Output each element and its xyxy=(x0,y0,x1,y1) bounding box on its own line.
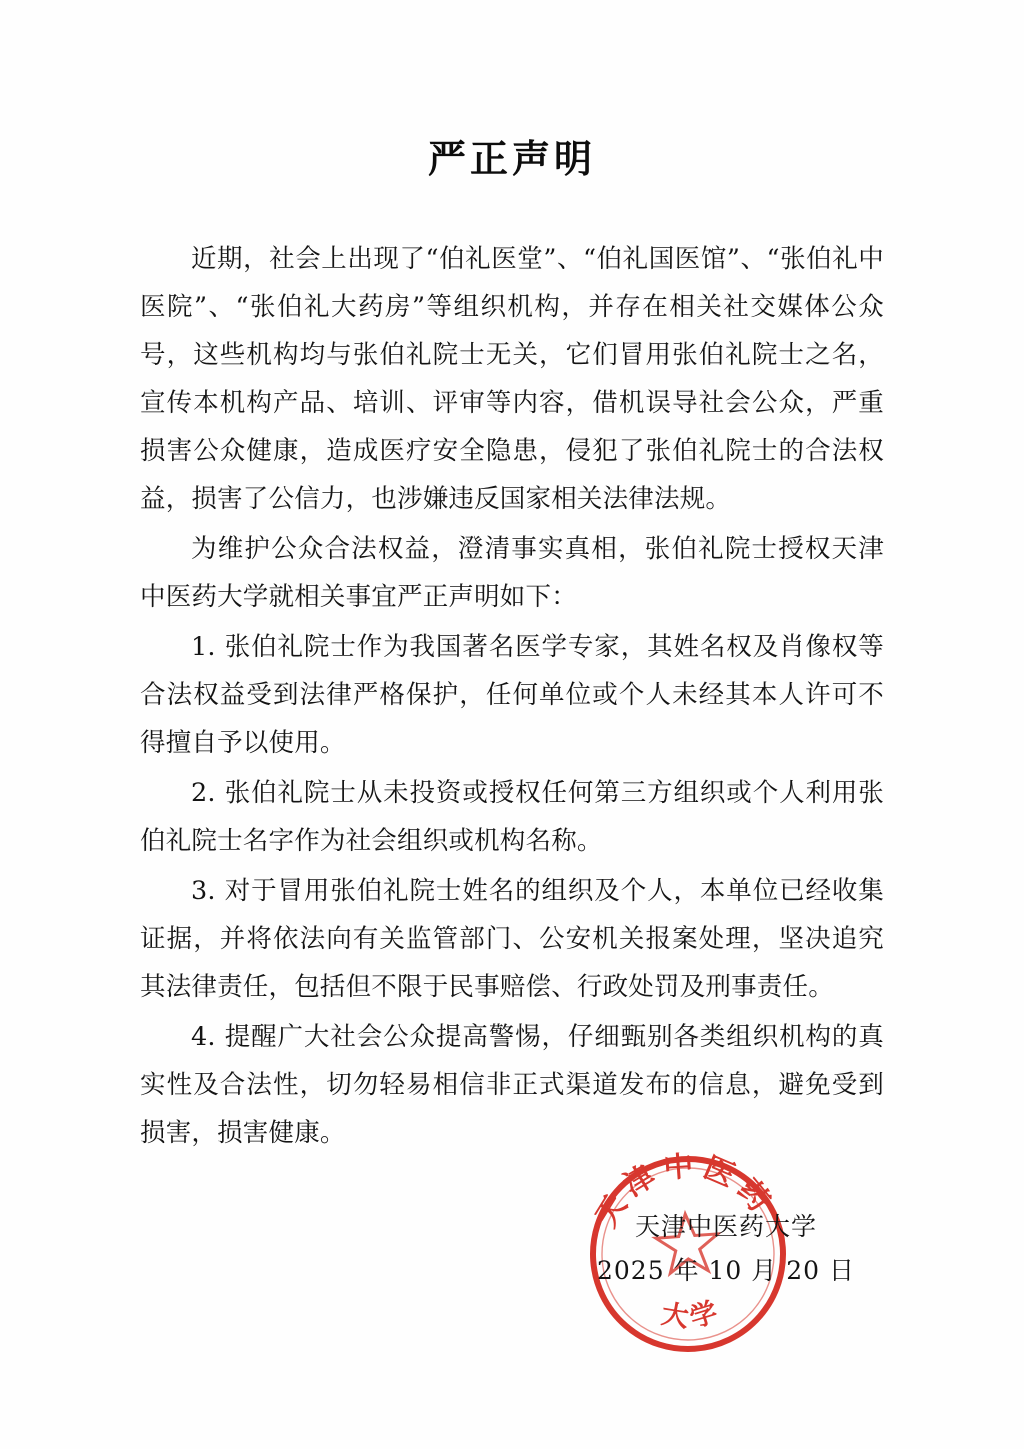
paragraph-2: 为维护公众合法权益，澄清事实真相，张伯礼院士授权天津中医药大学就相关事宜严正声明如下： xyxy=(140,534,884,612)
paragraph-item-1: 1. 张伯礼院士作为我国著名医学专家，其姓名权及肖像权等合法权益受到法律严格保护，任何单位或个人未经其本人许可不得擅自予以使用。 xyxy=(140,632,884,758)
svg-text:天津中医药: 天津中医药 xyxy=(588,1147,781,1234)
document-body xyxy=(140,183,884,1157)
paragraph-item-4: 4. 提醒广大社会公众提高警惕，仔细甄别各类组织机构的真实性及合法性，切勿轻易相信非正式渠道发布的信息，避免受到损害，损害健康。 xyxy=(140,1022,884,1148)
svg-text:大学: 大学 xyxy=(659,1295,727,1335)
paragraph-item-3: 3. 对于冒用张伯礼院士姓名的组织及个人，本单位已经收集证据，并将依法向有关监管部门、公安机关报案处理，坚决追究其法律责任，包括但不限于民事赔偿、行政处罚及刑事责任。 xyxy=(140,876,884,1002)
signature-organization: 天津中医药大学 xyxy=(634,1212,817,1241)
paragraph-item-2: 2. 张伯礼院士从未投资或授权任何第三方组织或个人利用张伯礼院士名字作为社会组织或机构名称。 xyxy=(140,778,884,856)
signature-date: 2025 年 10 月 20 日 xyxy=(597,1256,855,1285)
paragraph-1: 近期，社会上出现了“伯礼医堂”、“伯礼国医馆”、“张伯礼中医院”、“张伯礼大药房”等组织机构，并存在相关社交媒体公众号，这些机构均与张伯礼院士无关，它们冒用张伯礼院士之名，宣传本机构产品、培训、评审等内容，借机误导社会公众，严重损害公众健康，造成医疗安全隐患，侵犯了张伯礼院士的合法权益，损害了公信力，也涉嫌违反国家相关法律法规。 xyxy=(140,244,884,514)
signature-block xyxy=(576,1205,876,1293)
page-title: 严正声明 xyxy=(427,136,596,181)
